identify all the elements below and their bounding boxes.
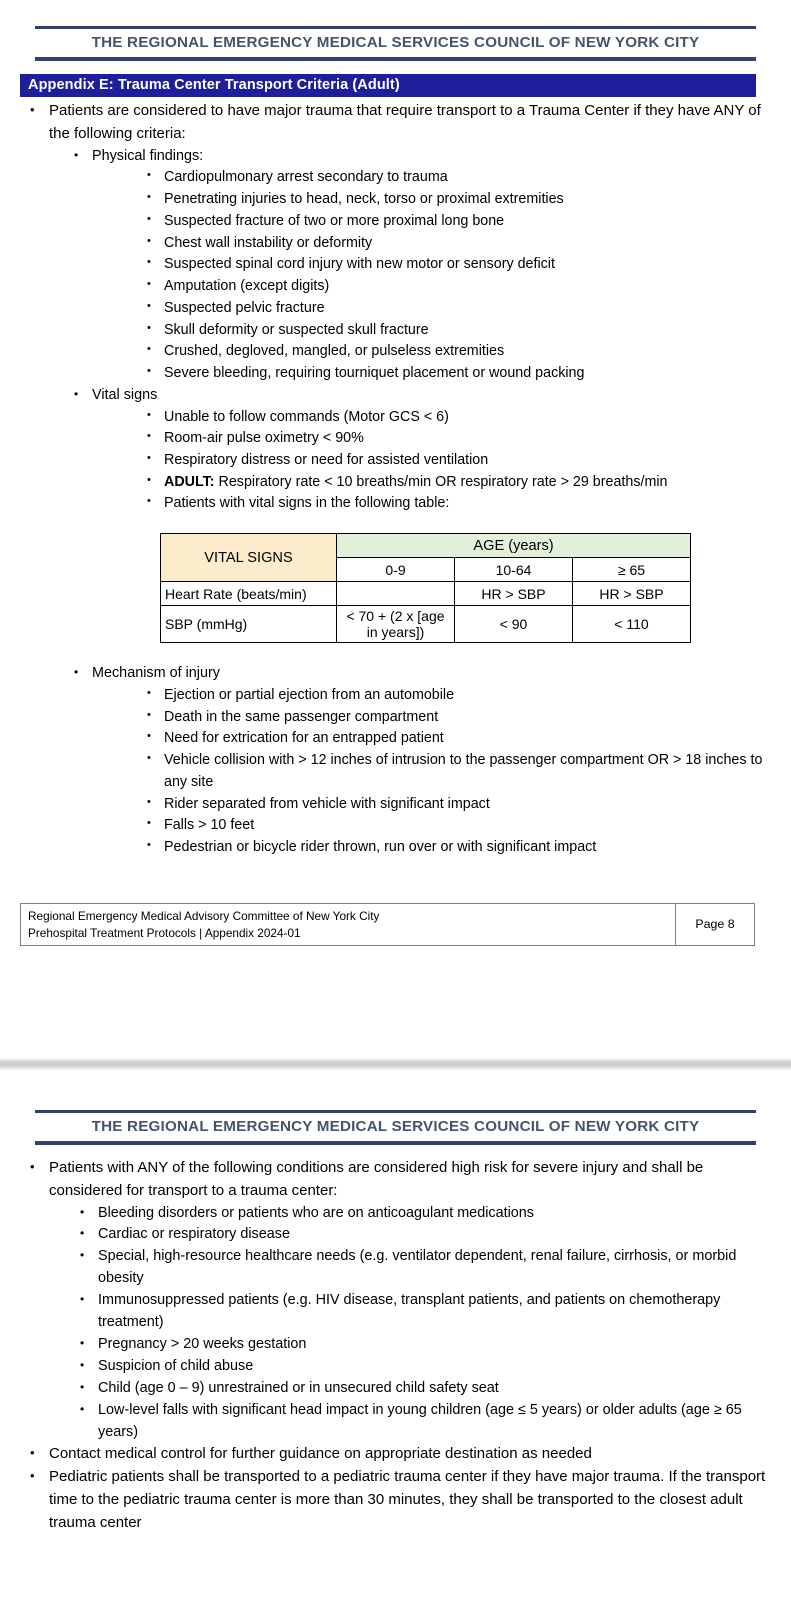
bullet-icon: • — [147, 299, 151, 312]
list-item — [138, 341, 773, 363]
list-item-label: Severe bleeding, requiring tourniquet placement or wound packing — [164, 364, 585, 381]
list-item-label: Pregnancy > 20 weeks gestation — [98, 1335, 307, 1352]
bullet-icon: • — [30, 1468, 35, 1484]
list-item-label: Cardiac or respiratory disease — [98, 1226, 290, 1243]
list-item-label: Room-air pulse oximetry < 90% — [164, 430, 364, 447]
list-item-label: Special, high-resource healthcare needs (e.g. ventilator dependent, renal failure, cirrhosis, or morbid obesity — [98, 1248, 737, 1287]
bullet-icon: • — [80, 1248, 85, 1263]
section-heading-label: Physical findings: — [92, 147, 204, 164]
list-item-contact-medical-control — [18, 1443, 773, 1466]
table-cell: HR > SBP — [573, 582, 691, 606]
list-item — [138, 450, 773, 472]
table-cell: < 70 + (2 x [age in years]) — [337, 606, 455, 643]
list-item-label: Immunosuppressed patients (e.g. HIV disease, transplant patients, and patients on chemotherapy treatment) — [98, 1292, 721, 1331]
bullet-icon: • — [80, 1204, 85, 1219]
bullet-icon: • — [80, 1335, 85, 1350]
bullet-icon: • — [147, 234, 151, 247]
table-cell — [337, 582, 455, 606]
list-item — [138, 707, 773, 729]
bullet-icon: • — [147, 430, 151, 443]
bullet-icon: • — [147, 708, 151, 721]
list-item — [70, 1203, 773, 1225]
adult-label: ADULT: — [164, 473, 215, 490]
bullet-icon: • — [80, 1226, 85, 1241]
list-item-table-lead-in — [138, 493, 773, 515]
vital-signs-table — [160, 533, 691, 643]
list-item-label: Unable to follow commands (Motor GCS < 6) — [164, 408, 449, 425]
list-item-label: Contact medical control for further guidance on appropriate destination as needed — [49, 1445, 592, 1463]
table-row-label-heart-rate: Heart Rate (beats/min) — [161, 582, 337, 606]
table-col-header-65-plus: ≥ 65 — [573, 558, 691, 582]
list-item — [138, 685, 773, 707]
list-item-label: Respiratory distress or need for assisted ventilation — [164, 452, 489, 468]
list-item — [70, 1290, 773, 1334]
masthead-page-2 — [35, 1110, 756, 1145]
bullet-icon: • — [147, 795, 151, 808]
section-vital-signs — [64, 385, 773, 515]
bullet-icon: • — [147, 212, 151, 225]
bullet-icon: • — [147, 495, 151, 508]
list-item-intro — [18, 100, 773, 146]
bullet-icon: • — [147, 364, 151, 377]
page1-top-level-list — [18, 100, 773, 146]
page-separator — [0, 1058, 791, 1070]
table-age-header: AGE (years) — [337, 534, 691, 558]
list-item — [138, 728, 773, 750]
table-cell: HR > SBP — [455, 582, 573, 606]
list-item — [138, 320, 773, 342]
bullet-icon: • — [30, 1159, 35, 1174]
table-row-label-sbp: SBP (mmHg) — [161, 606, 337, 643]
list-item-label: Rider separated from vehicle with significant impact — [164, 795, 490, 812]
table-col-header-10-64: 10-64 — [455, 558, 573, 582]
list-item — [138, 750, 773, 793]
bullet-icon: • — [80, 1379, 85, 1394]
section-physical-findings — [64, 146, 773, 385]
masthead-page-1 — [35, 26, 756, 61]
list-item-label: Low-level falls with significant head impact in young children (age ≤ 5 years) or older adults (age ≥ 65 years) — [98, 1401, 742, 1440]
high-risk-conditions-list — [70, 1203, 773, 1444]
section-heading-mechanism-of-injury — [64, 663, 773, 859]
list-item — [138, 837, 773, 859]
mechanism-of-injury-list — [138, 685, 773, 859]
adult-text: Respiratory rate < 10 breaths/min OR respiratory rate > 29 breaths/min — [214, 473, 668, 490]
section-heading-physical-findings — [64, 146, 773, 385]
list-item-label: Suspected pelvic fracture — [164, 299, 325, 316]
bullet-icon: • — [74, 665, 79, 680]
bullet-icon: • — [147, 343, 151, 356]
list-item — [138, 276, 773, 298]
list-item-label: Amputation (except digits) — [164, 278, 330, 295]
table-corner-header: VITAL SIGNS — [161, 534, 337, 582]
list-item-label: Falls > 10 feet — [164, 817, 255, 834]
list-item-label: Chest wall instability or deformity — [164, 234, 373, 251]
list-item — [70, 1224, 773, 1246]
list-item-label: Ejection or partial ejection from an automobile — [164, 687, 455, 704]
bullet-icon: • — [147, 473, 151, 486]
list-item-label: Suspicion of child abuse — [98, 1357, 254, 1374]
list-item-label: Pedestrian or bicycle rider thrown, run over or with significant impact — [164, 839, 597, 856]
list-item-label: Bleeding disorders or patients who are on anticoagulant medications — [98, 1204, 534, 1221]
list-item — [138, 233, 773, 255]
bullet-icon: • — [74, 386, 79, 401]
appendix-title-bar: Appendix E: Trauma Center Transport Criteria (Adult) — [20, 74, 756, 97]
masthead-title: THE REGIONAL EMERGENCY MEDICAL SERVICES COUNCIL OF NEW YORK CITY — [91, 34, 700, 51]
page-1-spacer — [18, 859, 773, 903]
intro-text: Patients are considered to have major trauma that require transport to a Trauma Center if they have ANY of the following criteria: — [49, 102, 761, 142]
list-item — [138, 167, 773, 189]
bullet-icon: • — [80, 1401, 85, 1416]
bullet-icon: • — [30, 1445, 35, 1461]
list-item-label: Penetrating injuries to head, neck, torso or proximal extremities — [164, 191, 564, 208]
list-item — [138, 363, 773, 385]
masthead-title: THE REGIONAL EMERGENCY MEDICAL SERVICES COUNCIL OF NEW YORK CITY — [91, 1118, 700, 1135]
section-heading-vital-signs — [64, 385, 773, 515]
bullet-icon: • — [147, 191, 151, 204]
masthead-rule-bottom — [35, 56, 756, 61]
list-item-label: Suspected spinal cord injury with new motor or sensory deficit — [164, 256, 555, 273]
section-mechanism-of-injury — [64, 663, 773, 859]
list-item-label: Skull deformity or suspected skull fracture — [164, 321, 429, 338]
table-cell: < 110 — [573, 606, 691, 643]
list-item-label: Pediatric patients shall be transported to a pediatric trauma center if they have major trauma. If the transport time to the pediatric trauma center is more than 30 minutes, they shall be transported to the closest adult trauma center — [49, 1468, 766, 1531]
bullet-icon: • — [80, 1292, 85, 1307]
list-item — [138, 298, 773, 320]
bullet-icon: • — [147, 408, 151, 421]
bullet-icon: • — [147, 687, 151, 700]
bullet-icon: • — [147, 752, 151, 765]
bullet-icon: • — [147, 278, 151, 291]
list-item-label: Patients with vital signs in the following table: — [164, 495, 450, 512]
section-heading-label: Vital signs — [92, 386, 158, 403]
list-item-intro — [18, 1157, 773, 1443]
list-item-label: Crushed, degloved, mangled, or pulseless extremities — [164, 343, 505, 360]
list-item — [138, 254, 773, 276]
list-item-pediatric-transport — [18, 1466, 773, 1534]
bullet-icon: • — [74, 147, 79, 162]
page2-top-level-list — [18, 1157, 773, 1535]
footer-line-1: Regional Emergency Medical Advisory Committee of New York City — [28, 908, 380, 923]
table-row — [161, 582, 691, 606]
list-item-label: Cardiopulmonary arrest secondary to trauma — [164, 169, 448, 186]
page-1-footer — [20, 903, 755, 947]
list-item — [138, 794, 773, 816]
list-item — [70, 1356, 773, 1378]
footer-page-number: Page 8 — [695, 916, 735, 931]
bullet-icon: • — [80, 1357, 85, 1372]
list-item — [138, 428, 773, 450]
bullet-icon: • — [147, 321, 151, 334]
list-item-adult-respiratory-rate — [138, 472, 773, 494]
page-2 — [0, 1070, 791, 1616]
list-item — [138, 211, 773, 233]
list-item — [70, 1400, 773, 1444]
list-item — [70, 1378, 773, 1400]
list-item — [138, 407, 773, 429]
vital-signs-list — [138, 407, 773, 516]
list-item-label: Suspected fracture of two or more proximal long bone — [164, 212, 505, 229]
list-item-label: Child (age 0 – 9) unrestrained or in unsecured child safety seat — [98, 1379, 499, 1396]
list-item-label: Vehicle collision with > 12 inches of intrusion to the passenger compartment OR > 18 inches to any site — [164, 752, 763, 790]
table-cell: < 90 — [455, 606, 573, 643]
physical-findings-list — [138, 167, 773, 384]
masthead-rule-bottom — [35, 1140, 756, 1145]
vital-signs-table-wrapper — [160, 533, 773, 643]
bullet-icon: • — [30, 102, 35, 117]
list-item — [138, 189, 773, 211]
bullet-icon: • — [147, 730, 151, 743]
table-col-header-0-9: 0-9 — [337, 558, 455, 582]
bullet-icon: • — [147, 256, 151, 269]
bullet-icon: • — [147, 839, 151, 852]
list-item-label: Death in the same passenger compartment — [164, 708, 439, 725]
list-item-label: Need for extrication for an entrapped patient — [164, 730, 444, 747]
list-item — [70, 1334, 773, 1356]
table-header-row-1 — [161, 534, 691, 558]
table-row — [161, 606, 691, 643]
bullet-icon: • — [147, 452, 151, 464]
list-item — [70, 1246, 773, 1290]
section-heading-label: Mechanism of injury — [92, 665, 220, 682]
footer-text-block — [21, 904, 676, 946]
intro-text: Patients with ANY of the following conditions are considered high risk for severe injury and shall be considered for transport to a trauma center: — [49, 1159, 704, 1199]
footer-line-2: Prehospital Treatment Protocols | Appendix 2024-01 — [28, 925, 301, 940]
bullet-icon: • — [147, 817, 151, 830]
bullet-icon: • — [147, 169, 151, 182]
list-item — [138, 815, 773, 837]
